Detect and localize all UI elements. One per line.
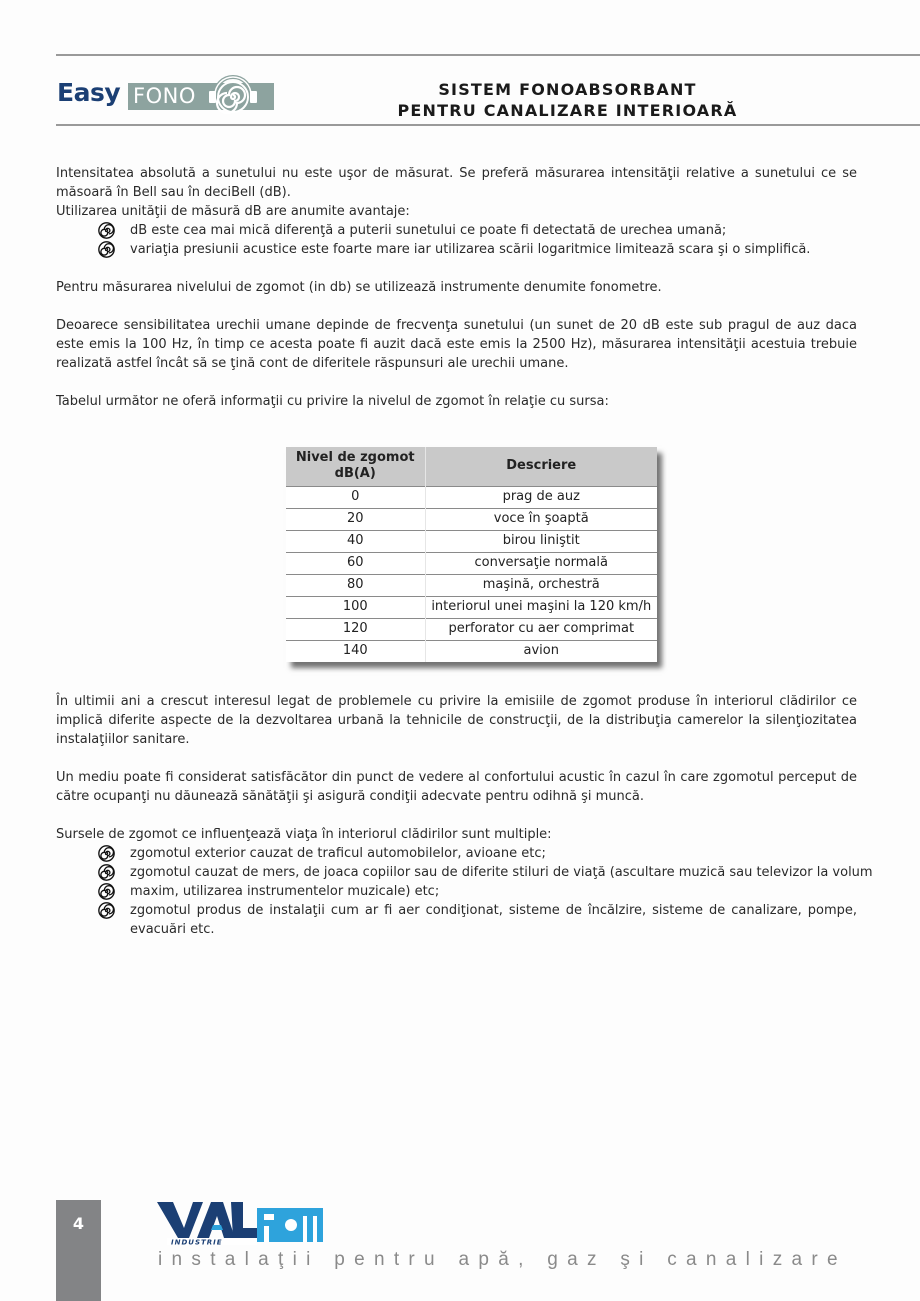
spiral-bullet-icon xyxy=(98,883,115,900)
table-row: 120 perforator cu aer comprimat xyxy=(286,618,657,640)
paragraph-intro: Intensitatea absolută a sunetului nu este uşor de măsurat. Se preferă măsurarea intensităţii relative a sunetului ce se măsoară în Bell sau în deciBell (dB). xyxy=(56,166,857,200)
table-row: 80 maşină, orchestră xyxy=(286,574,657,596)
spiral-bullet-icon xyxy=(98,902,115,919)
spiral-bullet-icon xyxy=(98,864,115,881)
table-row: 20 voce în şoaptă xyxy=(286,508,657,530)
header-top-rule xyxy=(56,54,920,56)
headphones-spiral-icon xyxy=(207,69,259,115)
paragraph-fonometre: Pentru măsurarea nivelului de zgomot (in db) se utilizează instrumente denumite fonometre. xyxy=(56,280,662,295)
footer-tagline: instalaţii pentru apă, gaz şi canalizare xyxy=(158,1249,847,1270)
page-number: 4 xyxy=(72,1214,85,1233)
table-row: 60 conversaţie normală xyxy=(286,552,657,574)
noise-level-table xyxy=(286,447,657,662)
spiral-bullet-icon xyxy=(98,845,115,862)
list-item: dB este cea mai mică diferenţă a puterii sunetului ce poate fi detectată de urechea umană; xyxy=(98,221,857,240)
paragraph-surse-intro: Sursele de zgomot ce influenţează viaţa în interiorul clădirilor sunt multiple: xyxy=(56,827,552,842)
svg-text:INDUSTRIE: INDUSTRIE xyxy=(171,1238,223,1245)
table-row: 140 avion xyxy=(286,640,657,662)
header-bottom-rule xyxy=(56,124,920,126)
list-item: variaţia presiunii acustice este foarte mare iar utilizarea scării logaritmice limitează scara şi o simplifică. xyxy=(98,240,857,259)
title-line-2: PENTRU CANALIZARE INTERIOARĂ xyxy=(397,101,738,120)
valrom-logo xyxy=(157,1200,327,1245)
advantages-list xyxy=(98,221,857,259)
title-line-1: SISTEM FONOABSORBANT xyxy=(438,80,697,99)
list-item: zgomotul exterior cauzat de traficul automobilelor, avioane etc; xyxy=(98,844,857,863)
paragraph-frecventa: Deoarece sensibilitatea urechii umane depinde de frecvenţa sunetului (un sunet de 20 dB este sub pragul de auz daca este emis la 100 Hz, în timp ce acesta poate fi auzit dacă este emis la 2500 Hz), măsurarea intensităţii acestuia trebuie realizată astfel încât să se ţină cont de diferitele răspunsuri ale urechii umane. xyxy=(56,318,857,371)
column-header-level: Nivel de zgomot dB(A) xyxy=(286,447,425,486)
paragraph-interes: În ultimii ani a crescut interesul legat de problemele cu privire la emisiile de zgomot produse în interiorul clădirilor ce implică diferite aspecte de la dezvoltarea urbană la tehnicile de construcţii, de la distribuţia camerelor la silenţiozitatea instalaţiilor sanitare. xyxy=(56,694,857,747)
paragraph-table-intro: Tabelul următor ne oferă informaţii cu privire la nivelul de zgomot în relaţie cu sursa: xyxy=(56,394,609,409)
logo-fono-text: FONO xyxy=(133,84,196,108)
page-number-tab xyxy=(56,1200,101,1301)
logo-easy-text: Easy xyxy=(57,78,121,107)
table-row: 0 prag de auz xyxy=(286,486,657,508)
noise-sources-list xyxy=(98,844,873,939)
logo-fono-box xyxy=(128,83,274,110)
table-row: 100 interiorul unei maşini la 120 km/h xyxy=(286,596,657,618)
list-item: zgomotul produs de instalaţii cum ar fi aer condiţionat, sisteme de încălzire, sisteme de canalizare, pompe, evacuări etc. xyxy=(98,901,857,939)
spiral-bullet-icon xyxy=(98,222,115,239)
table-header-row xyxy=(286,447,657,486)
column-header-description: Descriere xyxy=(425,447,657,486)
list-item: zgomotul cauzat de mers, de joaca copiilor sau de diferite stiluri de viaţă (ascultare muzică sau televizor la volum xyxy=(98,863,857,882)
document-title xyxy=(370,79,765,121)
table-row: 40 birou liniştit xyxy=(286,530,657,552)
list-item: maxim, utilizarea instrumentelor muzicale) etc; xyxy=(98,882,857,901)
paragraph-advantages-intro: Utilizarea unităţii de măsură dB are anumite avantaje: xyxy=(56,204,410,219)
paragraph-mediu: Un mediu poate fi considerat satisfăcător din punct de vedere al confortului acustic în cazul în care zgomotul perceput de către ocupanţi nu dăunează sănătăţii şi asigură condiţii adecvate pentru odihnă şi muncă. xyxy=(56,770,857,804)
spiral-bullet-icon xyxy=(98,241,115,258)
